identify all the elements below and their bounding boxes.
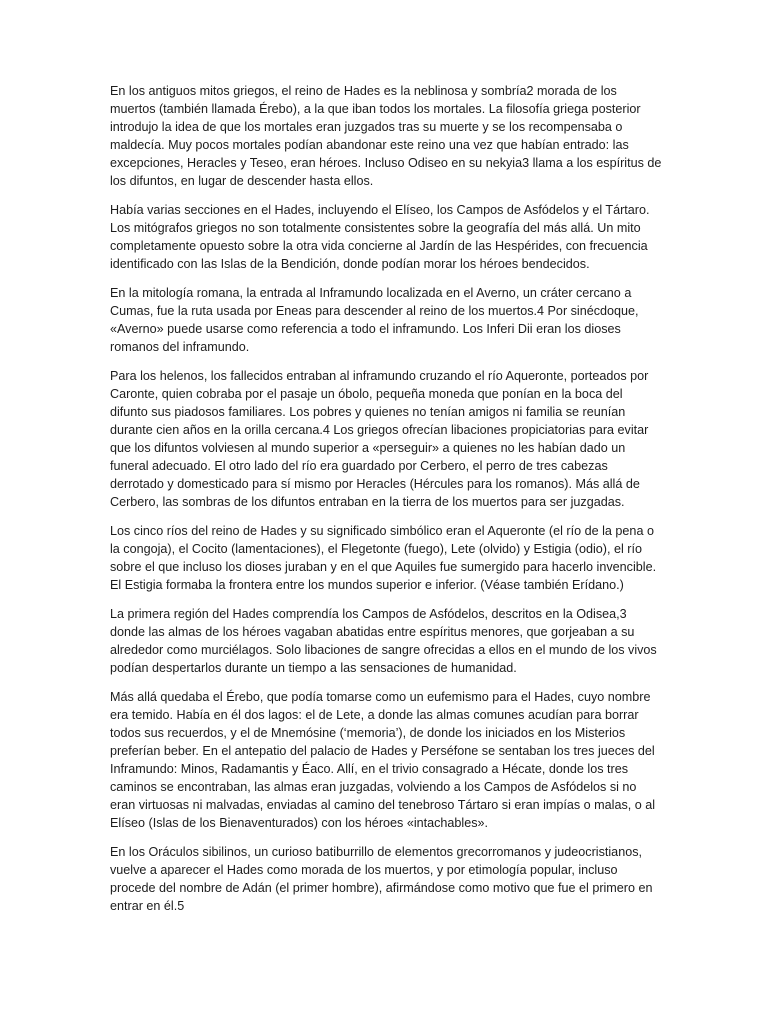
paragraph-6: La primera región del Hades comprendía los Campos de Asfódelos, descritos en la Odisea,3 donde las almas de los héroes vagaban abatidas entre espíritus menores, que gorjeaban a su alrededor como murciélagos. Solo libaciones de sangre ofrecidas a ellos en el mundo de los vivos podían despertarlos durante un tiempo a las sensaciones de humanidad. [110,607,657,675]
paragraph-5: Los cinco ríos del reino de Hades y su significado simbólico eran el Aqueronte (el río de la pena o la congoja), el Cocito (lamentaciones), el Flegetonte (fuego), Lete (olvido) y Estigia (odio), el río sobre el que incluso los dioses juraban y en el que Aquiles fue sumergido para hacerlo invencible. El Estigia formaba la frontera entre los mundos superior e inferior. (Véase también Erídano.) [110,524,657,592]
paragraph-2: Había varias secciones en el Hades, incluyendo el Elíseo, los Campos de Asfódelos y el Tártaro. Los mitógrafos griegos no son totalmente consistentes sobre la geografía del más allá. Un mito completamente opuesto sobre la otra vida concierne al Jardín de las Hespérides, con frecuencia identificado con las Islas de la Bendición, donde podían morar los héroes bendecidos. [110,203,650,271]
paragraph-1: En los antiguos mitos griegos, el reino de Hades es la neblinosa y sombría2 morada de los muertos (también llamada Érebo), a la que iban todos los mortales. La filosofía griega posterior introdujo la idea de que los mortales eran juzgados tras su muerte y se los recompensaba o maldecía. Muy pocos mortales podían abandonar este reino una vez que habían entrado: las excepciones, Heracles y Teseo, eran héroes. Incluso Odiseo en su nekyia3 llama a los espíritus de los difuntos, en lugar de descender hasta ellos. [110,84,662,188]
paragraph-7: Más allá quedaba el Érebo, que podía tomarse como un eufemismo para el Hades, cuyo nombre era temido. Había en él dos lagos: el de Lete, a donde las almas comunes acudían para borrar todos sus recuerdos, y el de Mnemósine (‘memoria’), de donde los iniciados en los Misterios preferían beber. En el antepatio del palacio de Hades y Perséfone se sentaban los tres jueces del Inframundo: Minos, Radamantis y Éaco. Allí, en el trivio consagrado a Hécate, donde los tres caminos se encontraban, las almas eran juzgadas, volviendo a los Campos de Asfódelos si no eran virtuosas ni malvadas, enviadas al camino del tenebroso Tártaro si eran impías o malas, o al Elíseo (Islas de los Bienaventurados) con los héroes «intachables». [110,690,656,830]
paragraph-8: En los Oráculos sibilinos, un curioso batiburrillo de elementos grecorromanos y judeocristianos, vuelve a aparecer el Hades como morada de los muertos, y por etimología popular, incluso procede del nombre de Adán (el primer hombre), afirmándose como motivo que fue el primero en entrar en él.5 [110,845,653,913]
paragraph-3: En la mitología romana, la entrada al Inframundo localizada en el Averno, un cráter cercano a Cumas, fue la ruta usada por Eneas para descender al reino de los muertos.4 Por sinécdoque, «Averno» puede usarse como referencia a todo el inframundo. Los Inferi Dii eran los dioses romanos del inframundo. [110,286,639,354]
document-page [110,82,662,926]
paragraph-4: Para los helenos, los fallecidos entraban al inframundo cruzando el río Aqueronte, porteados por Caronte, quien cobraba por el pasaje un óbolo, pequeña moneda que ponían en la boca del difunto sus piadosos familiares. Los pobres y quienes no tenían amigos ni familia se reunían durante cien años en la orilla cercana.4 Los griegos ofrecían libaciones propiciatorias para evitar que los difuntos volviesen al mundo superior a «perseguir» a quienes no les habían dado un funeral adecuado. El otro lado del río era guardado por Cerbero, el perro de tres cabezas derrotado y domesticado para sí mismo por Heracles (Hércules para los romanos). Más allá de Cerbero, las sombras de los difuntos entraban en la tierra de los muertos para ser juzgadas. [110,369,649,509]
